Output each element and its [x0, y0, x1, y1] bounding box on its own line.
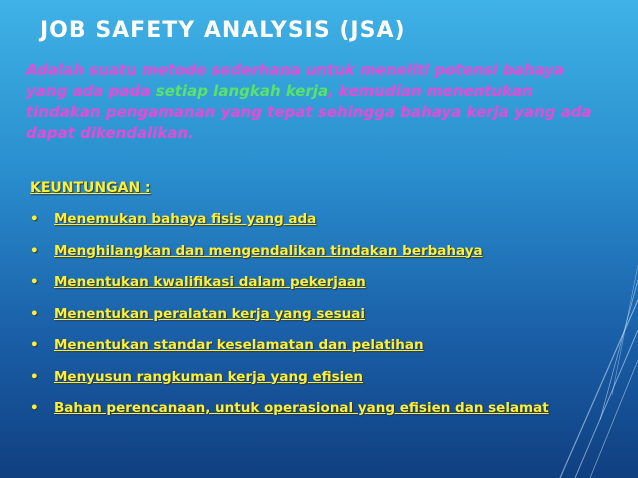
- benefit-text: Menghilangkan dan mengendalikan tindakan berbahaya: [54, 242, 483, 259]
- benefit-item: [30, 204, 630, 236]
- intro-text-start: Adalah suatu metode sederhana untuk meneliti potensi bahaya yang ada pada: [26, 61, 564, 100]
- benefit-item: [30, 330, 630, 362]
- bullet-icon: •: [30, 305, 39, 322]
- benefits-list: [30, 204, 630, 425]
- benefit-text: Menyusun rangkuman kerja yang efisien: [54, 368, 364, 385]
- section-heading: KEUNTUNGAN :: [30, 180, 151, 196]
- bullet-icon: •: [30, 211, 39, 227]
- benefit-item: [30, 236, 630, 268]
- intro-highlight: setiap langkah kerja: [155, 82, 329, 100]
- bullet-icon: •: [30, 400, 39, 416]
- benefit-text: Menentukan standar keselamatan dan pelatihan: [54, 337, 424, 353]
- benefit-text: Menentukan kwalifikasi dalam pekerjaan: [54, 274, 366, 290]
- bullet-icon: •: [30, 242, 39, 259]
- benefit-item: [30, 267, 630, 299]
- intro-paragraph: [26, 60, 606, 144]
- slide-title: JOB SAFETY ANALYSIS (JSA): [40, 18, 406, 43]
- benefit-item: [30, 299, 630, 331]
- bullet-icon: •: [30, 368, 39, 385]
- benefit-item: [30, 393, 630, 425]
- intro-text-end: , kemudian menentukan tindakan pengamanan yang tepat sehingga bahaya kerja yang ada dapat dikendalikan.: [26, 82, 592, 142]
- benefit-text: Bahan perencanaan, untuk operasional yang efisien dan selamat: [54, 400, 549, 416]
- benefit-text: Menemukan bahaya fisis yang ada: [54, 211, 317, 227]
- bullet-icon: •: [30, 274, 39, 290]
- bullet-icon: •: [30, 337, 39, 353]
- benefit-text: Menentukan peralatan kerja yang sesuai: [54, 305, 365, 322]
- benefit-item: [30, 362, 630, 394]
